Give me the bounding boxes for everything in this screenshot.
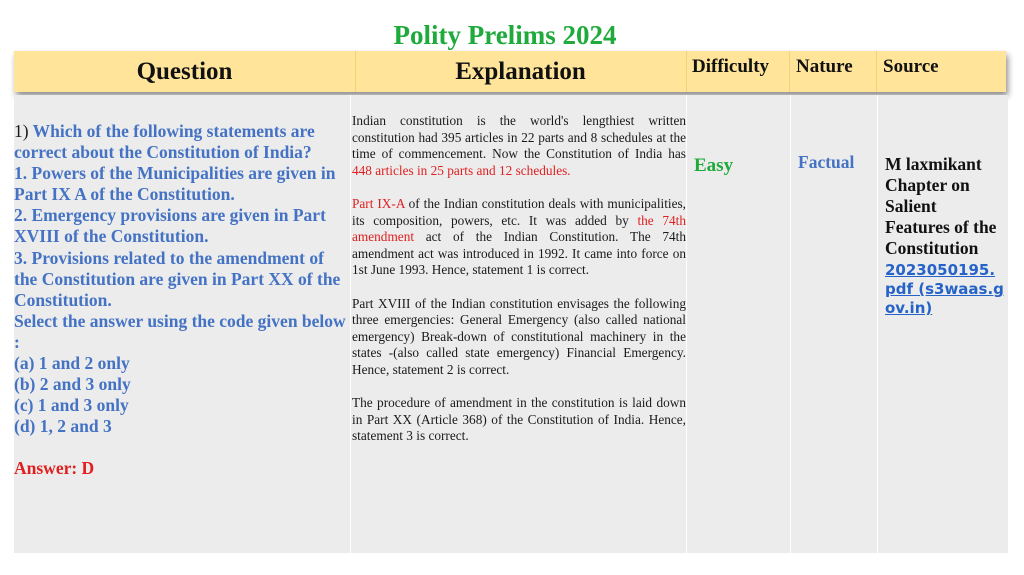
- explanation-text-2b: act of the Indian Constitution. The 74th amendment act was introduced in 1992. It came into force on 1st June 1993. Hence, statement 1 is correct.: [352, 229, 686, 278]
- header-explanation: Explanation: [355, 51, 687, 92]
- source-cell: [885, 154, 1005, 318]
- option-d: (d) 1, 2 and 3: [14, 416, 112, 437]
- option-a: (a) 1 and 2 only: [14, 353, 130, 374]
- nature-value: Factual: [798, 152, 855, 172]
- header-nature: Nature: [790, 51, 877, 92]
- explanation-highlight-2: Part IX-A: [352, 195, 405, 211]
- explanation-paragraph-4: The procedure of amendment in the constitution is laid down in Part XX (Article 368) of the Constitution of India. Hence, statement 3 is correct.: [352, 395, 686, 444]
- question-instruction: Select the answer using the code given below :: [14, 310, 346, 352]
- explanation-text: [352, 113, 686, 461]
- statement-3: 3. Provisions related to the amendment of the Constitution are given in Part XX of the Constitution.: [14, 247, 341, 310]
- table-header: [14, 51, 1006, 92]
- table-body: [14, 95, 1008, 553]
- explanation-paragraph-2: [352, 196, 686, 279]
- explanation-paragraph-3: Part XVIII of the Indian constitution envisages the following three emergencies: General Emergency (also called national emergency) Break-down of constitutional machinery in the states -(also called state emergency) Financial Emergency. Hence, statement 2 is correct.: [352, 295, 686, 377]
- question-text: [14, 121, 348, 480]
- option-c: (c) 1 and 3 only: [14, 395, 129, 416]
- explanation-highlight-1: 448 articles in 25 parts and 12 schedules.: [352, 162, 571, 178]
- source-link[interactable]: 2023050195.pdf (s3waas.gov.in): [885, 261, 1004, 317]
- question-stem: Which of the following statements are correct about the Constitution of India?: [14, 121, 315, 163]
- explanation-text-1a: Indian constitution is the world's lengthiest written constitution had 395 articles in 22 parts and 8 schedules at the time of commencement. Now the Constitution of India has: [352, 113, 686, 162]
- statement-1: 1. Powers of the Municipalities are given in Part IX A of the Constitution.: [14, 163, 336, 205]
- header-source: Source: [883, 56, 939, 77]
- question-number: 1): [14, 121, 29, 141]
- header-question: Question: [14, 51, 356, 92]
- source-text: M laxmikant Chapter on Salient Features of the Constitution: [885, 154, 997, 258]
- explanation-paragraph-1: [352, 113, 686, 179]
- header-difficulty: Difficulty: [686, 51, 790, 92]
- statement-2: 2. Emergency provisions are given in Part XVIII of the Constitution.: [14, 205, 326, 247]
- explanation-text-2a: of the Indian constitution deals with municipalities, its composition, powers, etc. It was added by: [352, 195, 687, 228]
- answer: Answer: D: [14, 458, 95, 479]
- page-title: Polity Prelims 2024: [393, 20, 617, 50]
- difficulty-value: Easy: [694, 155, 734, 176]
- option-b: (b) 2 and 3 only: [14, 374, 131, 395]
- explanation-highlight-3: the 74th amendment: [352, 212, 686, 245]
